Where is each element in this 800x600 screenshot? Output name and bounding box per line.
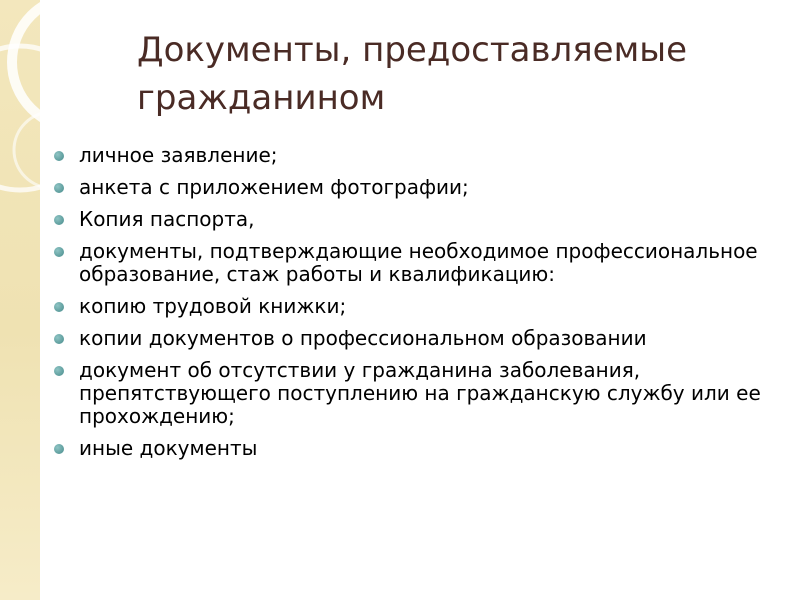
bullet-dot-icon	[54, 444, 64, 454]
bullet-text: документы, подтверждающие необходимое профессиональное образование, стаж работы и квалификацию:	[79, 239, 758, 286]
bullet-text: анкета с приложением фотографии;	[79, 175, 469, 199]
slide-title: Документы, предоставляемые гражданином	[137, 30, 688, 118]
bullet-dot-icon	[54, 334, 64, 344]
bullet-text: документ об отсутствии у гражданина заболевания, препятствующего поступлению на гражданскую службу или ее прохождению;	[79, 358, 761, 428]
bullet-text: копию трудовой книжки;	[79, 294, 347, 318]
bullet-item	[50, 144, 770, 167]
bullet-text: иные документы	[79, 436, 258, 460]
bullet-dot-icon	[54, 215, 64, 225]
bullet-item	[50, 327, 770, 350]
bullet-dot-icon	[54, 151, 64, 161]
bullet-item	[50, 359, 770, 428]
bullet-dot-icon	[54, 183, 64, 193]
bullet-dot-icon	[54, 302, 64, 312]
bullet-item	[50, 208, 770, 231]
bullet-text: копии документов о профессиональном образовании	[79, 326, 647, 350]
bullet-text: личное заявление;	[79, 143, 278, 167]
bullet-item	[50, 295, 770, 318]
bullet-item	[50, 176, 770, 199]
bullet-dot-icon	[54, 247, 64, 257]
bullet-item	[50, 437, 770, 460]
bullet-dot-icon	[54, 366, 64, 376]
bullet-item	[50, 240, 770, 286]
bullet-text: Копия паспорта,	[79, 207, 255, 231]
bullet-list	[50, 144, 770, 469]
